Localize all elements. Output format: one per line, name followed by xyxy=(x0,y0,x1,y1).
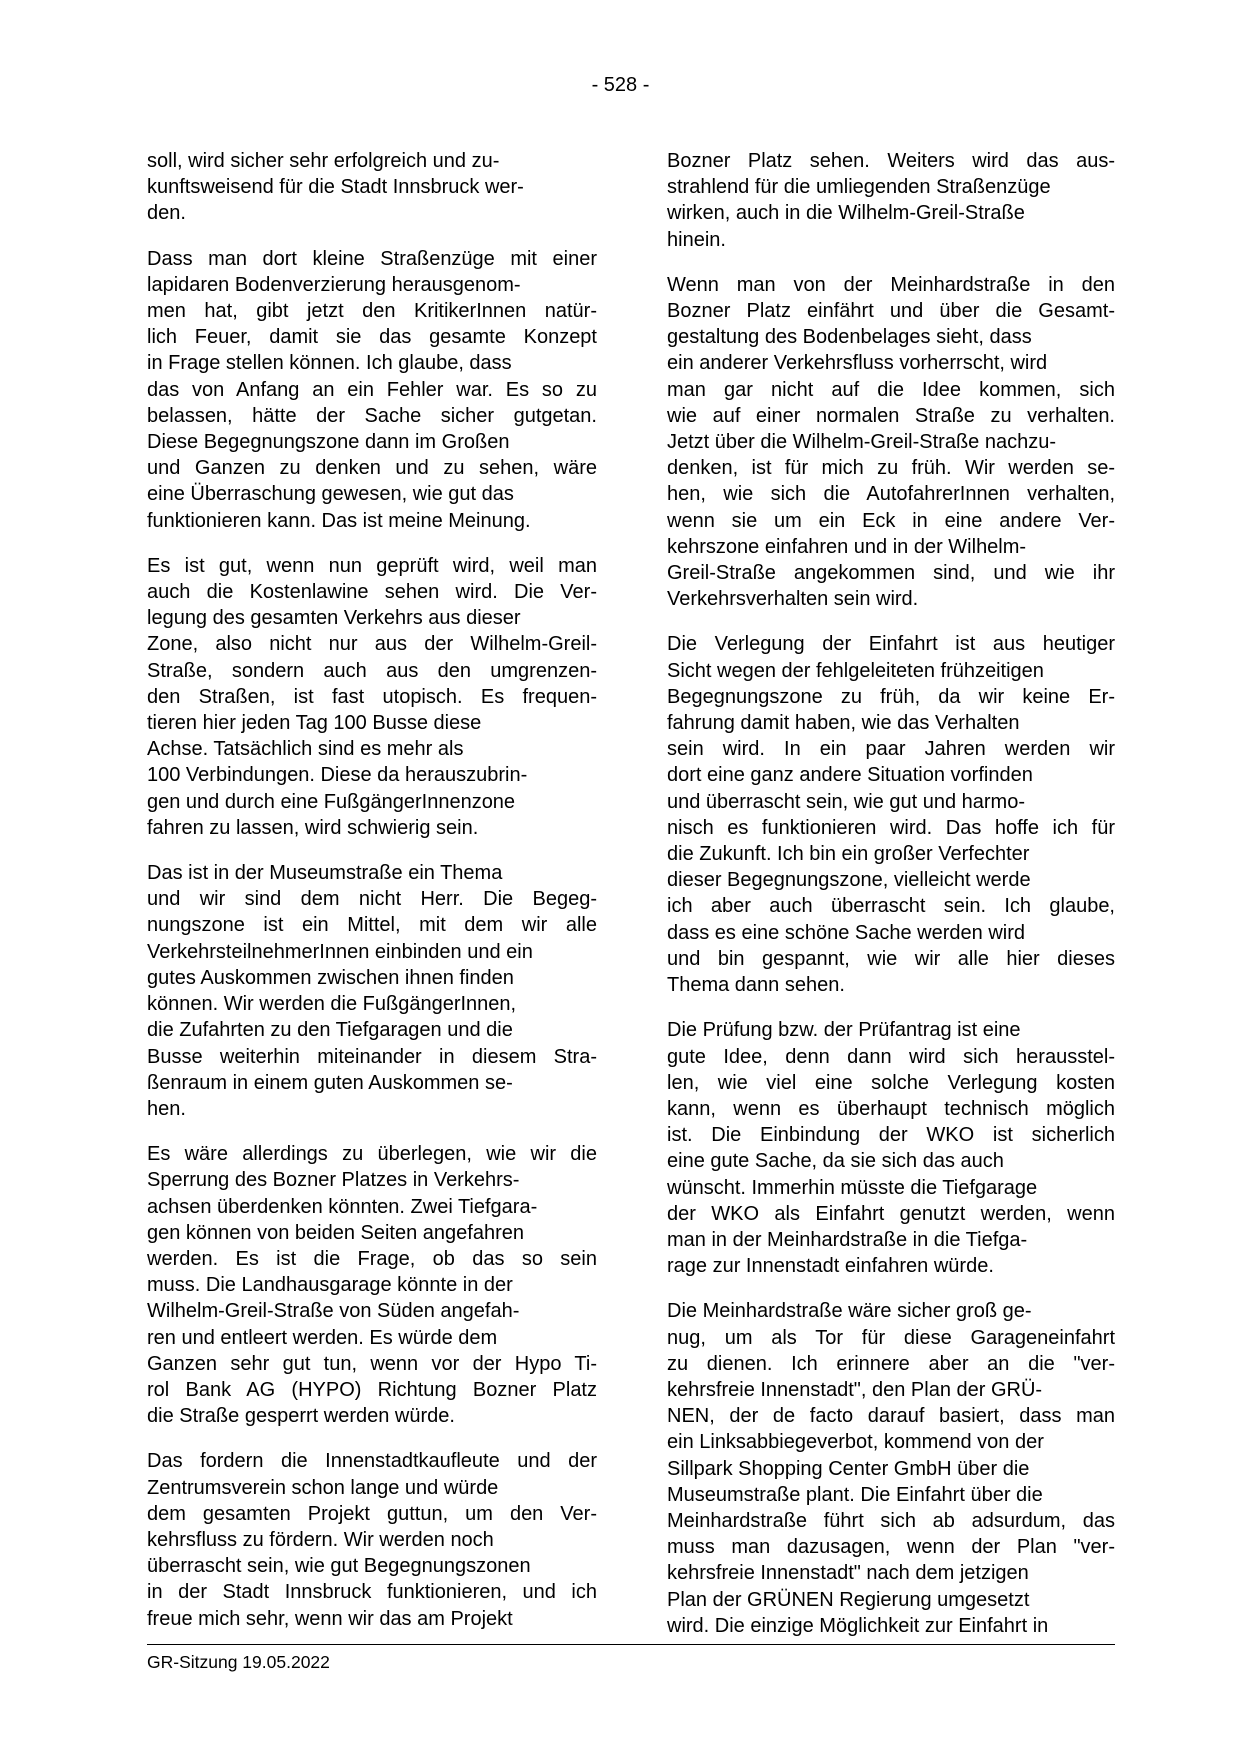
text-line: Dass man dort kleine Straßenzüge mit einer xyxy=(147,247,597,270)
paragraph xyxy=(667,272,1115,613)
text-line: muss man dazusagen, wenn der Plan "ver- xyxy=(667,1536,1115,1559)
text-line: überrascht sein, wie gut Begegnungszonen xyxy=(147,1555,531,1578)
paragraph xyxy=(147,1141,597,1429)
text-line: kann, wenn es überhaupt technisch möglich xyxy=(667,1097,1115,1120)
text-line: die Straße gesperrt werden würde. xyxy=(147,1405,455,1428)
text-line: Plan der GRÜNEN Regierung umgesetzt xyxy=(667,1588,1030,1611)
paragraph xyxy=(667,1298,1115,1639)
text-line: dieser Begegnungszone, vielleicht werde xyxy=(667,869,1031,892)
text-line: den Straßen, ist fast utopisch. Es frequen- xyxy=(147,685,597,708)
paragraph xyxy=(147,553,597,841)
text-line: nisch es funktionieren wird. Das hoffe ich für xyxy=(667,816,1115,839)
paragraph xyxy=(147,148,597,227)
text-line: Ganzen sehr gut tun, wenn vor der Hypo Ti- xyxy=(147,1352,597,1375)
text-line: len, wie viel eine solche Verlegung kosten xyxy=(667,1071,1115,1094)
text-line: Die Verlegung der Einfahrt ist aus heutiger xyxy=(667,633,1115,656)
text-line: zu dienen. Ich erinnere aber an die "ver- xyxy=(667,1352,1115,1375)
text-line: Verkehrsverhalten sein wird. xyxy=(667,588,919,611)
text-line: in der Stadt Innsbruck funktionieren, und ich xyxy=(147,1581,597,1604)
paragraph xyxy=(147,860,597,1122)
text-line: Sicht wegen der fehlgeleiteten frühzeitigen xyxy=(667,659,1044,682)
text-line: wenn sie um ein Eck in eine andere Ver- xyxy=(667,509,1115,532)
text-line: gen können von beiden Seiten angefahren xyxy=(147,1221,524,1244)
text-line: der WKO als Einfahrt genutzt werden, wenn xyxy=(667,1202,1115,1225)
text-line: Bozner Platz sehen. Weiters wird das aus- xyxy=(667,150,1115,172)
text-line: Meinhardstraße führt sich ab adsurdum, das xyxy=(667,1509,1115,1532)
text-line: lich Feuer, damit sie das gesamte Konzept xyxy=(147,326,597,349)
paragraph xyxy=(667,1017,1115,1279)
text-line: freue mich sehr, wenn wir das am Projekt xyxy=(147,1607,513,1630)
text-line: ich aber auch überrascht sein. Ich glaube, xyxy=(667,895,1115,918)
text-line: nug, um als Tor für diese Garageneinfahrt xyxy=(667,1326,1115,1349)
text-line: hinein. xyxy=(667,228,726,251)
text-line: Wenn man von der Meinhardstraße in den xyxy=(667,273,1115,296)
text-line: gestaltung des Bodenbelages sieht, dass xyxy=(667,326,1032,349)
text-line: men hat, gibt jetzt den KritikerInnen natür- xyxy=(147,300,597,323)
text-line: achsen überdenken könnten. Zwei Tiefgara- xyxy=(147,1195,538,1218)
text-line: NEN, der de facto darauf basiert, dass man xyxy=(667,1405,1115,1428)
text-line: Sillpark Shopping Center GmbH über die xyxy=(667,1457,1030,1480)
text-line: kehrsfluss zu fördern. Wir werden noch xyxy=(147,1528,494,1551)
paragraph xyxy=(667,631,1115,998)
text-line: 100 Verbindungen. Diese da herauszubrin- xyxy=(147,764,528,787)
text-line: Jetzt über die Wilhelm-Greil-Straße nachzu- xyxy=(667,431,1057,454)
text-line: die Zukunft. Ich bin ein großer Verfechter xyxy=(667,843,1030,866)
text-line: rage zur Innenstadt einfahren würde. xyxy=(667,1255,994,1278)
text-line: dem gesamten Projekt guttun, um den Ver- xyxy=(147,1502,597,1525)
text-line: Greil-Straße angekommen sind, und wie ihr xyxy=(667,562,1115,585)
text-line: wünscht. Immerhin müsste die Tiefgarage xyxy=(667,1176,1038,1199)
text-line: denken, ist für mich zu früh. Wir werden se- xyxy=(667,457,1115,480)
text-line: lapidaren Bodenverzierung herausgenom- xyxy=(147,273,521,296)
text-line: gutes Auskommen zwischen ihnen finden xyxy=(147,966,514,989)
text-line: Begegnungszone zu früh, da wir keine Er- xyxy=(667,685,1115,708)
footer-session-label: GR-Sitzung 19.05.2022 xyxy=(147,1652,330,1672)
text-line: Achse. Tatsächlich sind es mehr als xyxy=(147,738,464,761)
text-line: Das ist in der Museumstraße ein Thema xyxy=(147,862,503,885)
text-line: strahlend für die umliegenden Straßenzüge xyxy=(667,176,1051,199)
text-line: Thema dann sehen. xyxy=(667,974,845,997)
text-line: und überrascht sein, wie gut und harmo- xyxy=(667,790,1025,813)
text-line: VerkehrsteilnehmerInnen einbinden und ein xyxy=(147,940,533,963)
text-line: Zone, also nicht nur aus der Wilhelm-Greil- xyxy=(147,633,597,656)
page-number: - 528 - xyxy=(591,74,650,96)
text-line: Museumstraße plant. Die Einfahrt über die xyxy=(667,1483,1043,1506)
text-line: ein anderer Verkehrsfluss vorherrscht, wird xyxy=(667,352,1048,375)
text-line: werden. Es ist die Frage, ob das so sein xyxy=(147,1247,597,1270)
text-line: Sperrung des Bozner Platzes in Verkehrs- xyxy=(147,1169,520,1192)
text-line: eine Überraschung gewesen, wie gut das xyxy=(147,483,514,506)
text-line: tieren hier jeden Tag 100 Busse diese xyxy=(147,712,482,735)
text-line: nungszone ist ein Mittel, mit dem wir alle xyxy=(147,914,597,937)
text-line: muss. Die Landhausgarage könnte in der xyxy=(147,1274,513,1297)
text-line: den. xyxy=(147,202,186,225)
text-line: Es ist gut, wenn nun geprüft wird, weil man xyxy=(147,554,597,577)
text-line: und bin gespannt, wie wir alle hier dieses xyxy=(667,947,1115,970)
text-line: die Zufahrten zu den Tiefgaragen und die xyxy=(147,1019,513,1042)
text-line: Es wäre allerdings zu überlegen, wie wir die xyxy=(147,1143,597,1166)
text-line: sein wird. In ein paar Jahren werden wir xyxy=(667,738,1115,761)
text-line: ren und entleert werden. Es würde dem xyxy=(147,1326,498,1349)
text-line: Die Meinhardstraße wäre sicher groß ge- xyxy=(667,1300,1032,1323)
text-line: rol Bank AG (HYPO) Richtung Bozner Platz xyxy=(147,1378,597,1401)
text-line: ein Linksabbiegeverbot, kommend von der xyxy=(667,1431,1044,1454)
text-line: soll, wird sicher sehr erfolgreich und zu- xyxy=(147,150,500,172)
text-line: und wir sind dem nicht Herr. Die Begeg- xyxy=(147,888,597,911)
text-line: ßenraum in einem guten Auskommen se- xyxy=(147,1071,513,1094)
text-line: auch die Kostenlawine sehen wird. Die Ver- xyxy=(147,581,597,604)
text-line: fahren zu lassen, wird schwierig sein. xyxy=(147,816,479,839)
text-line: dass es eine schöne Sache werden wird xyxy=(667,921,1025,944)
text-line: Die Prüfung bzw. der Prüfantrag ist eine xyxy=(667,1019,1021,1042)
text-line: man in der Meinhardstraße in die Tiefga- xyxy=(667,1228,1028,1251)
text-line: Diese Begegnungszone dann im Großen xyxy=(147,431,510,454)
text-line: belassen, hätte der Sache sicher gutgetan. xyxy=(147,404,597,427)
left-column xyxy=(147,148,597,1651)
text-line: man gar nicht auf die Idee kommen, sich xyxy=(667,378,1115,401)
text-line: kunftsweisend für die Stadt Innsbruck wer- xyxy=(147,176,524,199)
text-line: kehrszone einfahren und in der Wilhelm- xyxy=(667,535,1027,558)
text-line: dort eine ganz andere Situation vorfinden xyxy=(667,764,1033,787)
text-line: hen. xyxy=(147,1097,186,1120)
paragraph xyxy=(667,148,1115,253)
text-line: gute Idee, denn dann wird sich herausstel- xyxy=(667,1045,1115,1068)
text-line: gen und durch eine FußgängerInnenzone xyxy=(147,790,516,813)
text-line: Das fordern die Innenstadtkaufleute und der xyxy=(147,1450,597,1473)
paragraph xyxy=(147,246,597,534)
text-line: Bozner Platz einfährt und über die Gesamt- xyxy=(667,300,1115,323)
text-line: Straße, sondern auch aus den umgrenzen- xyxy=(147,659,597,682)
text-line: Zentrumsverein schon lange und würde xyxy=(147,1476,499,1499)
text-line: funktionieren kann. Das ist meine Meinung. xyxy=(147,509,531,532)
paragraph xyxy=(147,1448,597,1631)
text-line: kehrsfreie Innenstadt" nach dem jetzigen xyxy=(667,1562,1029,1585)
text-line: können. Wir werden die FußgängerInnen, xyxy=(147,993,517,1016)
text-line: wird. Die einzige Möglichkeit zur Einfahrt in xyxy=(667,1614,1049,1637)
text-line: hen, wie sich die AutofahrerInnen verhalten, xyxy=(667,483,1115,506)
text-line: wirken, auch in die Wilhelm-Greil-Straße xyxy=(667,202,1025,225)
text-line: eine gute Sache, da sie sich das auch xyxy=(667,1150,1004,1173)
text-line: kehrsfreie Innenstadt", den Plan der GRÜ- xyxy=(667,1378,1043,1401)
text-line: ist. Die Einbindung der WKO ist sicherlich xyxy=(667,1124,1115,1147)
text-line: wie auf einer normalen Straße zu verhalten. xyxy=(667,404,1115,427)
text-line: fahrung damit haben, wie das Verhalten xyxy=(667,712,1020,735)
right-column xyxy=(667,148,1115,1658)
text-line: legung des gesamten Verkehrs aus dieser xyxy=(147,607,521,630)
footer-divider xyxy=(147,1644,1115,1645)
text-line: das von Anfang an ein Fehler war. Es so zu xyxy=(147,378,597,401)
text-line: in Frage stellen können. Ich glaube, dass xyxy=(147,352,512,375)
text-line: Wilhelm-Greil-Straße von Süden angefah- xyxy=(147,1300,520,1323)
text-line: und Ganzen zu denken und zu sehen, wäre xyxy=(147,457,597,480)
text-line: Busse weiterhin miteinander in diesem Stra- xyxy=(147,1045,597,1068)
